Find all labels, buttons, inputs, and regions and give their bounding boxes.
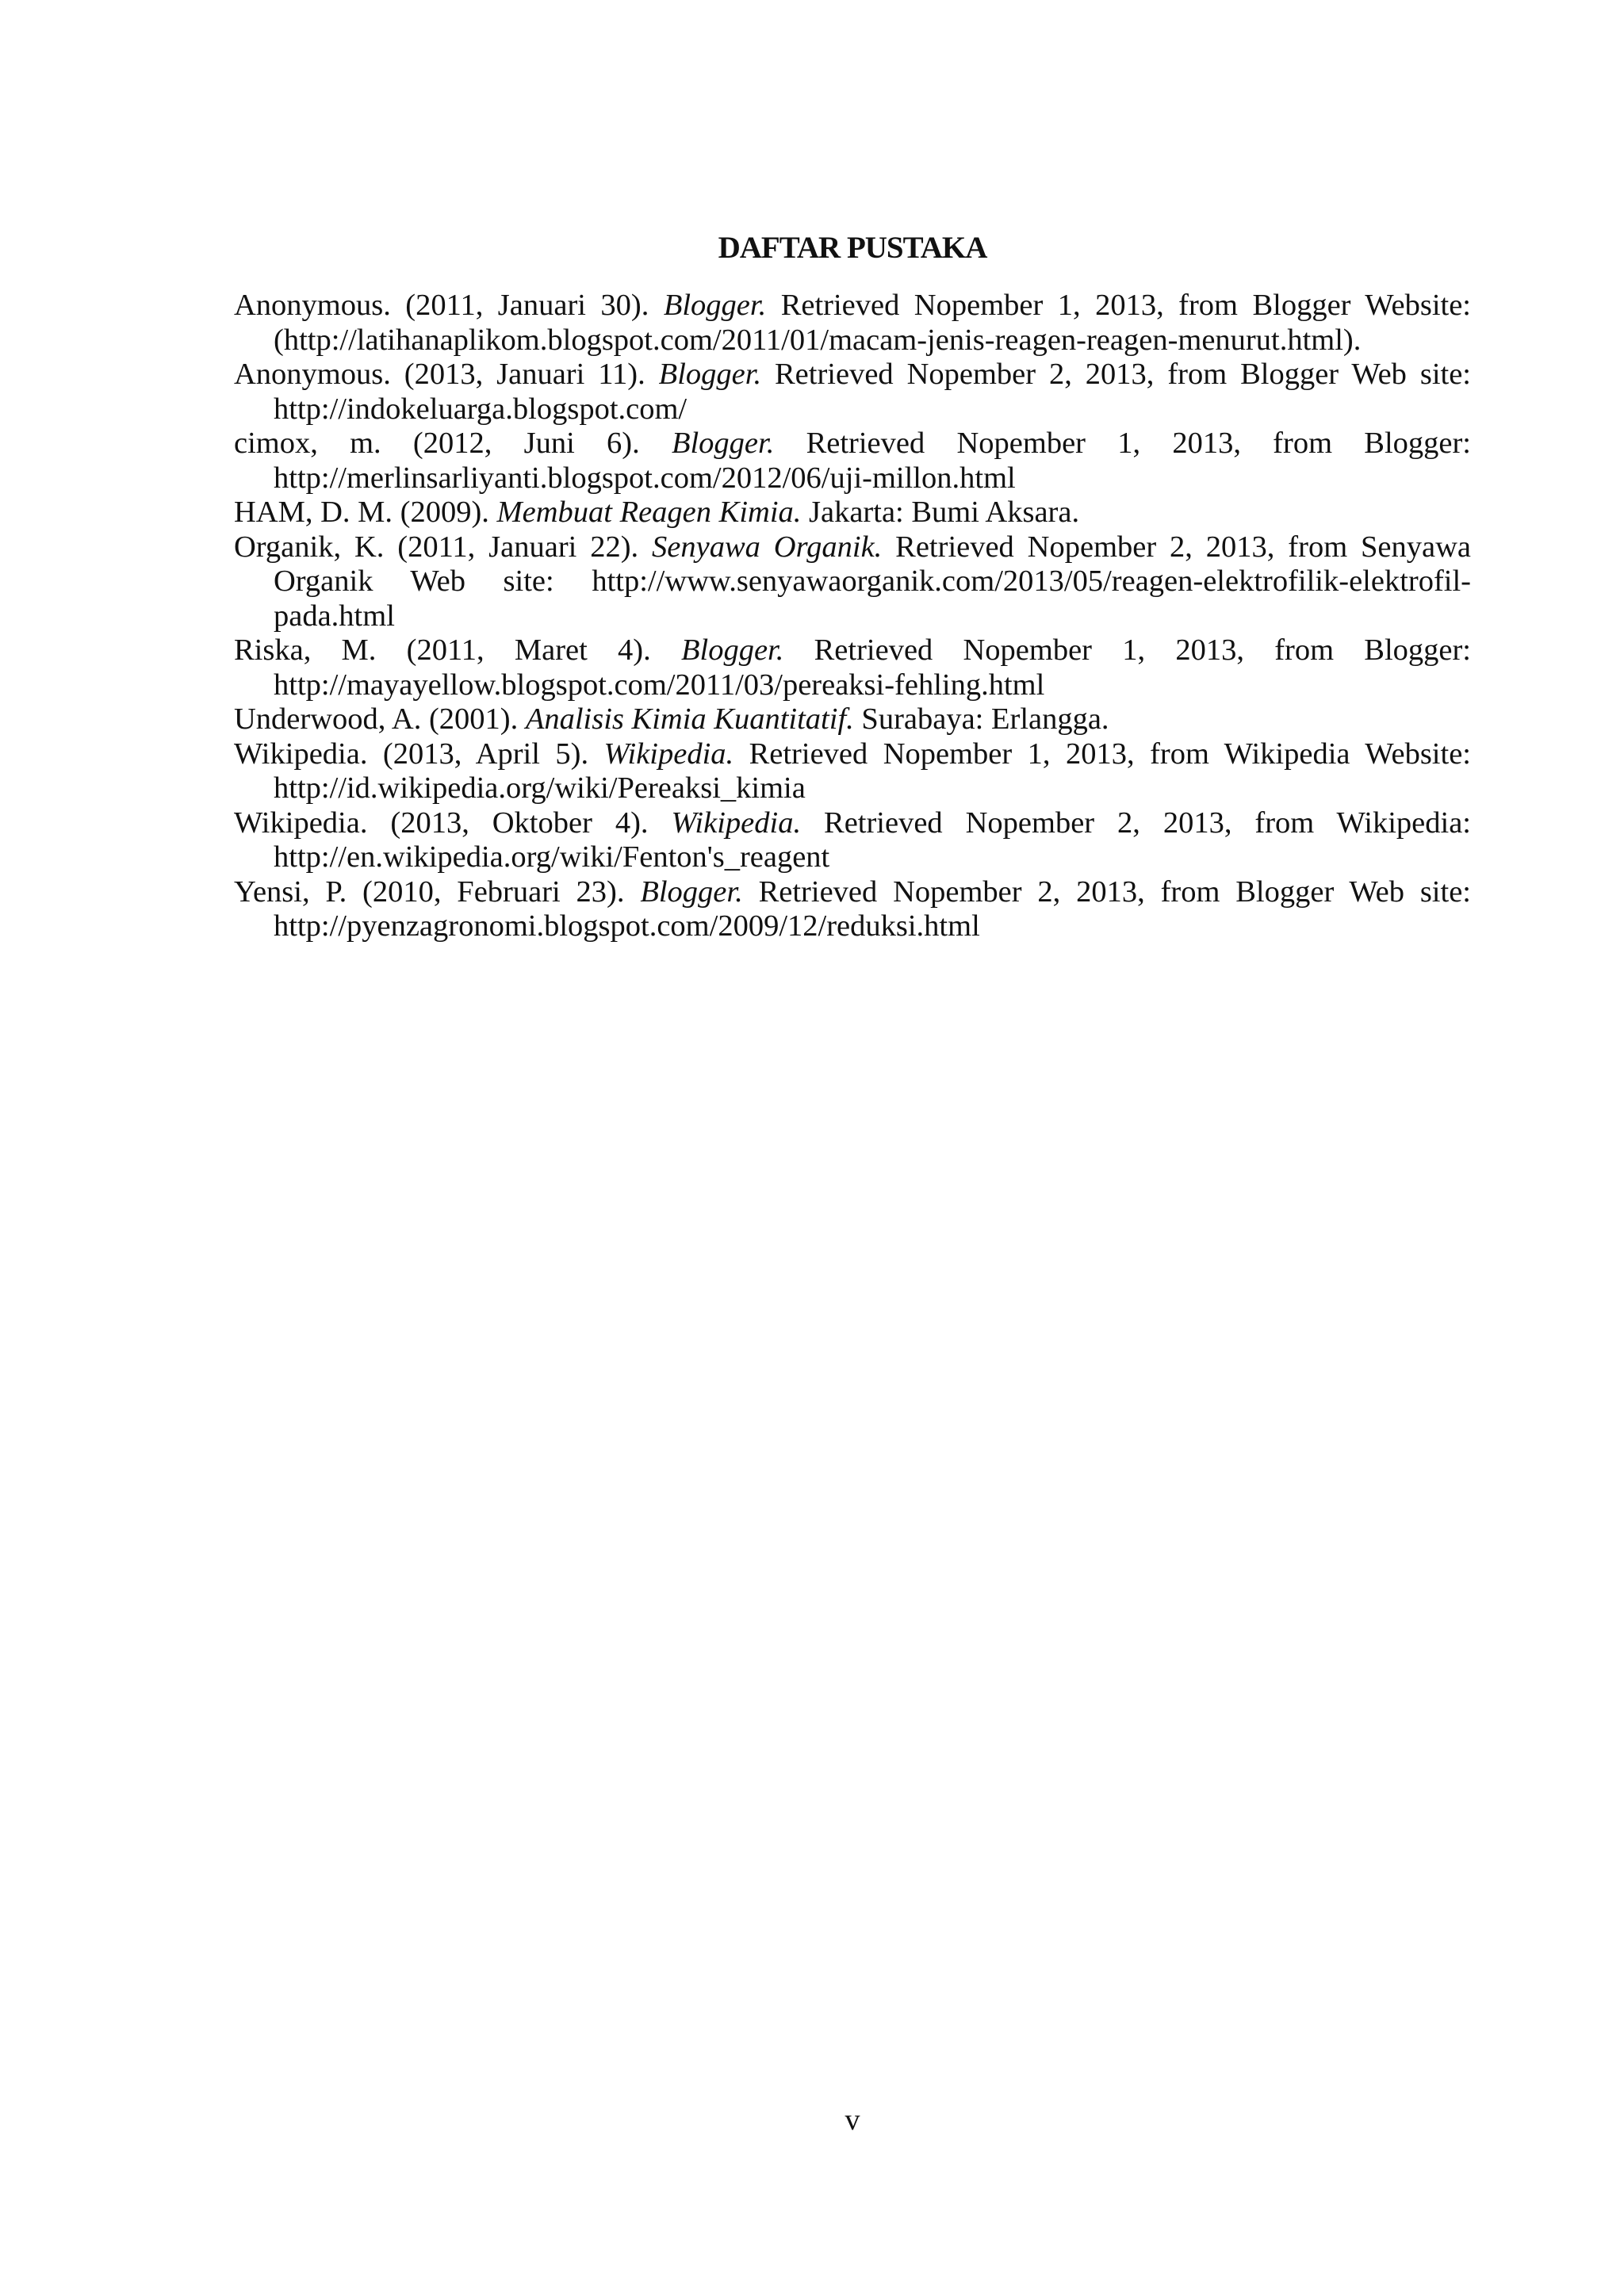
reference-title: Blogger. [640,874,743,909]
reference-author-date: Wikipedia. (2013, Oktober 4). [234,806,672,840]
page-title: DAFTAR PUSTAKA [718,231,987,265]
reference-title: Blogger. [680,633,784,667]
reference-author-date: Yensi, P. (2010, Februari 23). [234,874,641,909]
reference-author-date: Wikipedia. (2013, April 5). [234,737,604,771]
reference-author-date: HAM, D. M. (2009). [234,496,497,529]
reference-source: Jakarta: Bumi Aksara. [801,496,1080,529]
reference-author-date: cimox, m. (2012, Juni 6). [234,427,672,460]
reference-title: Wikipedia. [603,737,734,771]
reference-entry [234,496,1471,530]
reference-title: Wikipedia. [671,806,802,840]
reference-source: Retrieved Nopember 1, 2013, from Blogger Website: (http://latihanaplikom.blogspot.com/2011/01/macam-jenis-reagen-reagen-menurut.html). [274,289,1472,357]
reference-source: Retrieved Nopember 2, 2013, from Wikipedia: http://en.wikipedia.org/wiki/Fenton's_reagent [274,806,1471,874]
reference-entry [234,427,1471,496]
reference-entry [234,633,1471,702]
reference-author-date: Anonymous. (2011, Januari 30). [234,289,664,322]
reference-title: Blogger. [658,358,762,391]
reference-title: Membuat Reagen Kimia. [496,496,802,529]
reference-source: Retrieved Nopember 2, 2013, from Senyawa Organik Web site: http://www.senyawaorganik.com/2013/05/reagen-elektrofilik-elektrofil-pada.html [274,530,1471,633]
reference-author-date: Organik, K. (2011, Januari 22). [234,530,653,564]
reference-entry [234,737,1471,806]
reference-entry [234,875,1471,944]
reference-source: Retrieved Nopember 1, 2013, from Wikipedia Website: http://id.wikipedia.org/wiki/Pereaksi_kimia [274,737,1471,805]
reference-title: Senyawa Organik. [652,530,883,564]
reference-title: Blogger. [671,427,775,460]
reference-entry [234,806,1471,875]
reference-entry [234,289,1471,358]
reference-source: Retrieved Nopember 1, 2013, from Blogger: http://mayayellow.blogspot.com/2011/03/pereaksi-fehling.html [274,633,1471,702]
reference-source: Retrieved Nopember 2, 2013, from Blogger Web site: http://pyenzagronomi.blogspot.com/2009/12/reduksi.html [274,874,1471,943]
reference-author-date: Riska, M. (2011, Maret 4). [234,633,681,667]
reference-author-date: Underwood, A. (2001). [234,702,526,736]
reference-author-date: Anonymous. (2013, Januari 11). [234,358,659,391]
reference-title: Blogger. [663,289,767,322]
reference-entry [234,358,1471,427]
reference-source: Retrieved Nopember 1, 2013, from Blogger: http://merlinsarliyanti.blogspot.com/2012/06/uji-millon.html [274,427,1471,495]
reference-source: Surabaya: Erlangga. [853,702,1109,736]
reference-title: Analisis Kimia Kuantitatif. [525,702,854,736]
reference-entry [234,530,1471,634]
reference-list [234,289,1471,944]
reference-source: Retrieved Nopember 2, 2013, from Blogger Web site: http://indokeluarga.blogspot.com/ [274,358,1471,426]
page-number: v [845,2103,860,2137]
reference-entry [234,702,1471,737]
